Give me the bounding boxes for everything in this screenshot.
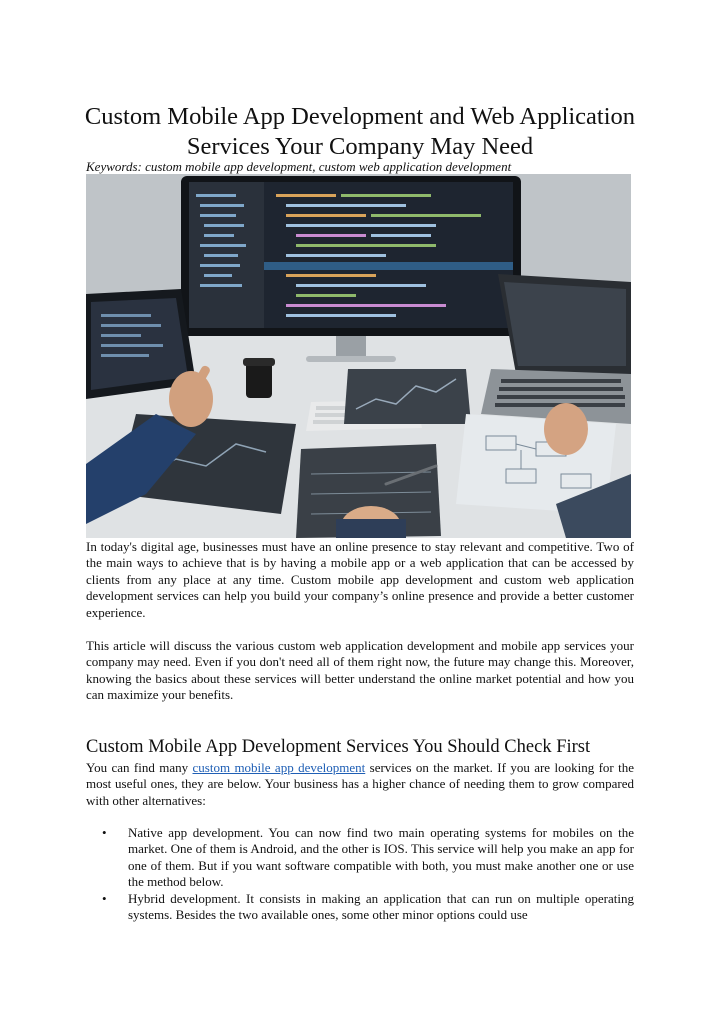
- list-item: [86, 825, 634, 891]
- list-item: [86, 891, 634, 924]
- bullet-icon: •: [102, 825, 107, 840]
- list-item-text: Native app development. You can now find two main operating systems for mobiles on the market. One of them is Android, and the other is IOS. This service will help you make an app for one of them. But if you want software compatible with both, you must make another one or use the method below.: [128, 825, 634, 890]
- bullet-icon: •: [102, 890, 107, 906]
- page-title: Custom Mobile App Development and Web Application Services Your Company May Need: [84, 103, 636, 161]
- list-item-text: Hybrid development. It consists in making an application that can run on multiple operating systems. Besides the two available ones, some other minor options could use: [128, 890, 634, 923]
- second-paragraph: This article will discuss the various custom web application development and mobile app services your company may need. Even if you don't need all of them right now, the future may change this. Moreover, knowing the basics about these services will better understand the online market potential and how you can maximize your benefits.: [86, 638, 634, 703]
- developers-desk-photo-icon: [86, 174, 631, 538]
- section-paragraph-text-start: You can find many: [86, 760, 193, 775]
- section-paragraph: [86, 760, 634, 809]
- section-paragraph-text-end: services on the market. If you are looking for the most useful ones, they are below. Your business has a higher chance of needing them to grow compared with other alternatives:: [86, 760, 635, 808]
- services-bullet-list: [86, 825, 634, 923]
- hero-image: [86, 174, 631, 538]
- keywords-line: Keywords: custom mobile app development, custom web application development: [86, 159, 512, 174]
- custom-mobile-app-development-link[interactable]: custom mobile app development: [192, 760, 366, 775]
- intro-paragraph: In today's digital age, businesses must have an online presence to stay relevant and competitive. Two of the main ways to achieve that is by having a mobile app or a web application that can be accessed by clients from any place at any time. Custom mobile app development and custom web application development services can help you build your company’s online presence and provide a better customer experience.: [86, 539, 634, 620]
- section-heading: Custom Mobile App Development Services You Should Check First: [86, 737, 591, 758]
